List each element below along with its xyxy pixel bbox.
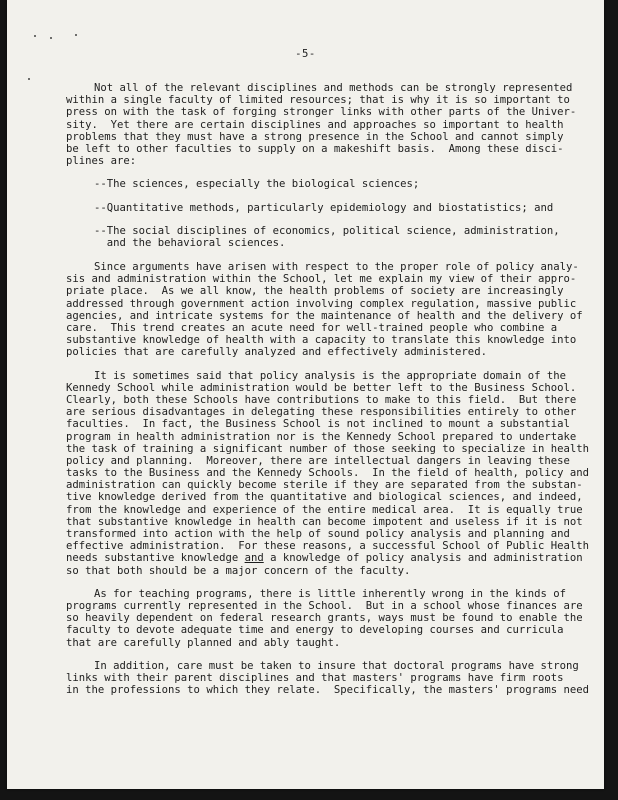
underlined-word: and (244, 552, 264, 565)
text-line: from the knowledge and experience of the entire medical area. It is equally true (66, 503, 583, 516)
text-line: that are carefully planned and ably taught. (66, 636, 341, 649)
text-line: policy and planning. Moreover, there are intellectual dangers in leaving these (66, 454, 570, 467)
speck-mark (34, 35, 36, 37)
text-line: program in health administration nor is the Kennedy School prepared to undertake (66, 430, 577, 443)
text-line: transformed into action with the help of sound policy analysis and planning and (66, 528, 570, 540)
text-line: effective administration. For these reasons, a successful School of Public Health (66, 540, 589, 553)
paragraph (7, 261, 604, 359)
text-line: tasks to the Business and the Kennedy Schools. In the field of health, policy and (66, 467, 589, 480)
text-line: Not all of the relevant disciplines and methods can be strongly represented (94, 82, 573, 94)
text-line: are serious disadvantages in delegating these responsibilities entirely to other (66, 406, 577, 419)
paragraph (7, 588, 604, 649)
text-line: policies that are carefully analyzed and effectively administered. (66, 346, 487, 359)
text-line: needs substantive knowledge and a knowledge of policy analysis and administration (66, 552, 583, 565)
text-line: care. This trend creates an acute need for well-trained people who combine a (66, 322, 558, 334)
text-line: programs currently represented in the School. But in a school whose finances are (66, 599, 583, 612)
list-item (7, 178, 604, 190)
speck-mark (50, 37, 52, 39)
text-line: faculty to devote adequate time and energy to developing courses and curricula (66, 624, 564, 637)
body-text (7, 82, 604, 707)
list-item (7, 202, 604, 214)
text-line: --The sciences, especially the biological sciences; (94, 178, 420, 191)
text-line: so heavily dependent on federal research grants, ways must be found to enable the (66, 612, 583, 625)
text-line: tive knowledge derived from the quantitative and biological sciences, and indeed, (66, 491, 583, 504)
text-line: press on with the task of forging stronger links with other parts of the Univer- (66, 106, 577, 119)
text-line: --Quantitative methods, particularly epidemiology and biostatistics; and (94, 201, 554, 214)
text-line: As for teaching programs, there is little inherently wrong in the kinds of (94, 587, 566, 600)
page-number: -5- (295, 48, 316, 60)
document-page (7, 0, 604, 789)
text-line: substantive knowledge of health with a capacity to translate this knowledge into (66, 334, 577, 347)
text-line: priate place. As we all know, the health problems of society are increasingly (66, 285, 564, 298)
list-item (7, 225, 604, 249)
paragraph (7, 370, 604, 577)
text-line: and the behavioral sciences. (94, 236, 286, 249)
text-line: Clearly, both these Schools have contributions to make to this field. But there (66, 393, 577, 406)
text-line: It is sometimes said that policy analysis is the appropriate domain of the (94, 369, 566, 382)
text-line: Kennedy School while administration would be better left to the Business School. (66, 381, 577, 394)
text-line: sis and administration within the School, let me explain my view of their appro- (66, 273, 577, 286)
text-line: sity. Yet there are certain disciplines and approaches so important to health (66, 118, 564, 131)
speck-mark (75, 34, 77, 36)
text-line: that substantive knowledge in health can become impotent and useless if it is not (66, 515, 583, 528)
text-line: so that both should be a major concern of the faculty. (66, 564, 411, 577)
text-line: Since arguments have arisen with respect to the proper role of policy analy- (94, 261, 579, 274)
text-line: problems that they must have a strong presence in the School and cannot simply (66, 130, 564, 143)
text-line: --The social disciplines of economics, political science, administration, (94, 224, 560, 237)
text-line: agencies, and intricate systems for the maintenance of health and the delivery of (66, 309, 583, 322)
text-line: the task of training a significant number of those seeking to specialize in health (66, 442, 589, 455)
text-line: links with their parent disciplines and that masters' programs have firm roots (66, 671, 564, 684)
paragraph (7, 660, 604, 697)
text-line: in the professions to which they relate. Specifically, the masters' programs need (66, 684, 589, 697)
text-line: plines are: (66, 155, 137, 168)
text-line: In addition, care must be taken to insure that doctoral programs have strong (94, 659, 579, 672)
text-line: addressed through government action involving complex regulation, massive public (66, 297, 577, 310)
text-line: administration can quickly become sterile if they are separated from the substan- (66, 479, 583, 492)
speck-mark (28, 78, 30, 80)
paragraph (7, 82, 604, 167)
text-line: faculties. In fact, the Business School is not inclined to mount a substantial (66, 418, 570, 431)
text-line: be left to other faculties to supply on a makeshift basis. Among these disci- (66, 142, 564, 155)
text-line: within a single faculty of limited resources; that is why it is so important to (66, 94, 570, 107)
